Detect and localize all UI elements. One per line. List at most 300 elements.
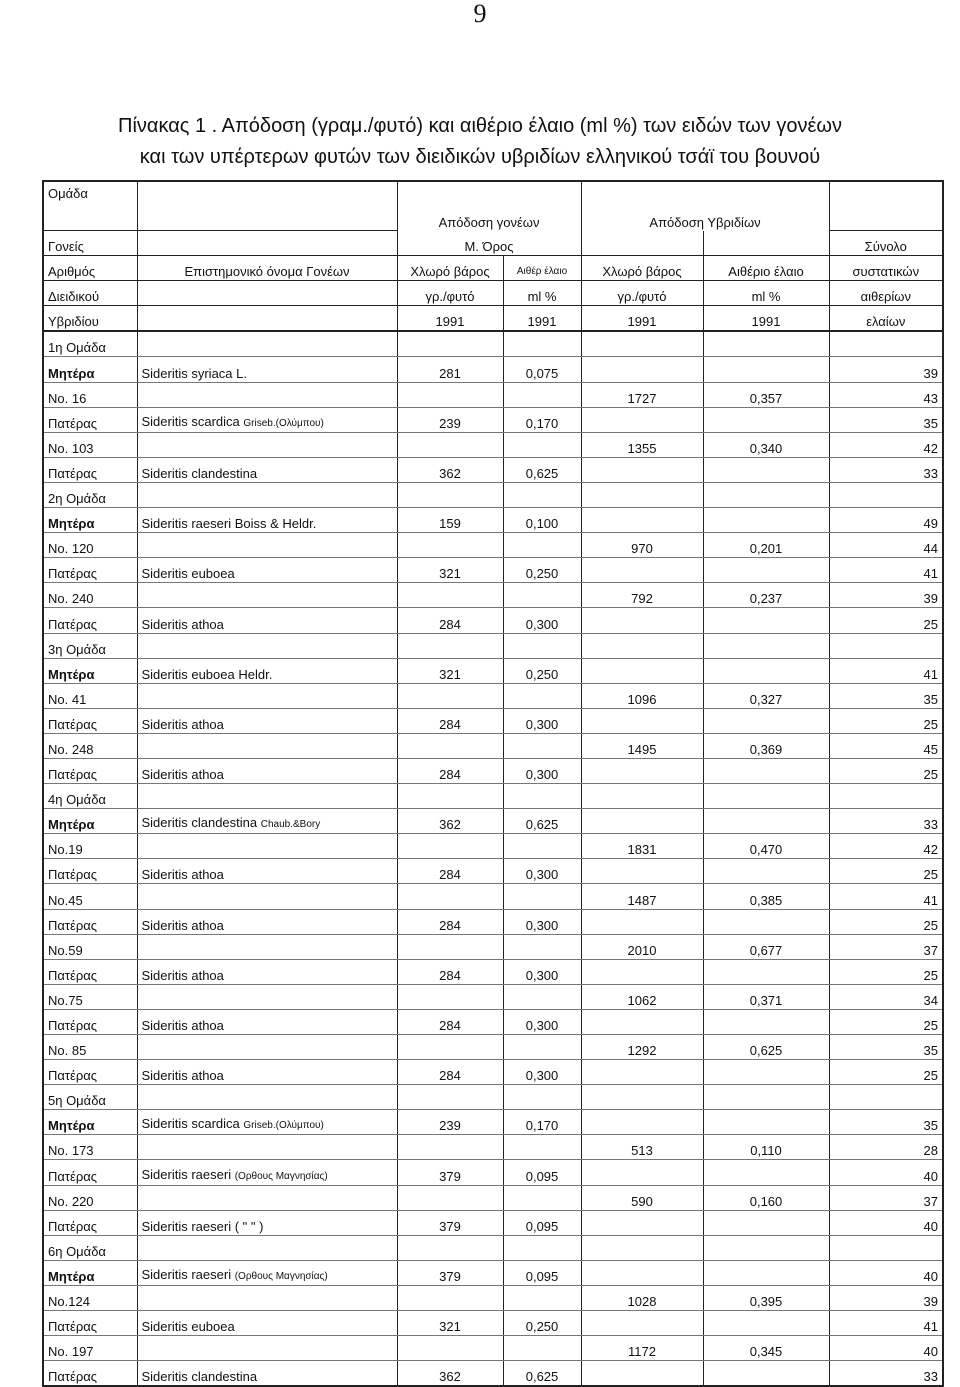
header-hybrid-oil-year: 1991	[703, 306, 829, 332]
cell-parent-oil	[503, 432, 581, 457]
cell-hybrid-oil	[703, 1085, 829, 1110]
cell-total-components: 25	[829, 608, 943, 633]
table-row	[43, 331, 943, 357]
table-row	[43, 1285, 943, 1310]
cell-hybrid-oil	[703, 331, 829, 357]
table-row	[43, 884, 943, 909]
cell-parent-oil	[503, 382, 581, 407]
cell-hybrid-fresh-weight	[581, 1260, 703, 1285]
cell-parent-oil	[503, 331, 581, 357]
cell-hybrid-oil	[703, 1210, 829, 1235]
cell-total-components	[829, 482, 943, 507]
cell-total-components: 34	[829, 984, 943, 1009]
cell-total-components: 25	[829, 909, 943, 934]
table-row	[43, 834, 943, 859]
cell-total-components: 42	[829, 834, 943, 859]
cell-hybrid-fresh-weight	[581, 1009, 703, 1034]
cell-scientific-name	[137, 608, 397, 633]
yield-table	[42, 180, 944, 1387]
cell-hybrid-oil	[703, 1110, 829, 1135]
cell-hybrid-oil	[703, 959, 829, 984]
cell-scientific-name	[137, 934, 397, 959]
cell-hybrid-fresh-weight	[581, 331, 703, 357]
cell-hybrid-fresh-weight	[581, 482, 703, 507]
cell-parent-fresh-weight: 281	[397, 357, 503, 382]
cell-group-or-id: Πατέρας	[43, 758, 137, 783]
cell-group-or-id: No. 41	[43, 683, 137, 708]
cell-group-or-id: Πατέρας	[43, 1060, 137, 1085]
cell-parent-fresh-weight: 362	[397, 809, 503, 834]
cell-total-components: 40	[829, 1210, 943, 1235]
cell-hybrid-oil	[703, 1009, 829, 1034]
cell-group-or-id: 3η Ομάδα	[43, 633, 137, 658]
cell-total-components: 37	[829, 934, 943, 959]
cell-total-components: 39	[829, 1285, 943, 1310]
species-name: Sideritis clandestina	[141, 815, 258, 831]
table-row	[43, 934, 943, 959]
cell-scientific-name	[137, 658, 397, 683]
cell-hybrid-fresh-weight: 1355	[581, 432, 703, 457]
cell-parent-fresh-weight: 284	[397, 608, 503, 633]
species-name: Sideritis athoa	[141, 716, 224, 732]
cell-parent-fresh-weight	[397, 1185, 503, 1210]
cell-total-components: 35	[829, 1110, 943, 1135]
header-mean: Μ. Όρος	[397, 231, 581, 256]
table-row	[43, 432, 943, 457]
cell-parent-fresh-weight	[397, 884, 503, 909]
cell-parent-oil: 0,170	[503, 407, 581, 432]
cell-total-components: 44	[829, 533, 943, 558]
cell-parent-fresh-weight: 284	[397, 959, 503, 984]
cell-parent-oil	[503, 784, 581, 809]
cell-parent-fresh-weight: 239	[397, 407, 503, 432]
cell-total-components: 33	[829, 1361, 943, 1387]
cell-parent-fresh-weight	[397, 533, 503, 558]
table-row	[43, 1160, 943, 1185]
cell-scientific-name	[137, 1110, 397, 1135]
cell-total-components: 41	[829, 1311, 943, 1336]
cell-hybrid-oil	[703, 909, 829, 934]
cell-parent-oil: 0,300	[503, 708, 581, 733]
table-row	[43, 1336, 943, 1361]
cell-scientific-name	[137, 1361, 397, 1387]
cell-parent-oil: 0,300	[503, 1009, 581, 1034]
cell-total-components: 33	[829, 457, 943, 482]
cell-scientific-name	[137, 1235, 397, 1260]
table-row	[43, 407, 943, 432]
cell-group-or-id: No.19	[43, 834, 137, 859]
cell-scientific-name	[137, 1160, 397, 1185]
cell-group-or-id: Πατέρας	[43, 1160, 137, 1185]
cell-scientific-name	[137, 457, 397, 482]
cell-parent-oil: 0,300	[503, 758, 581, 783]
cell-parent-fresh-weight	[397, 984, 503, 1009]
cell-scientific-name	[137, 1085, 397, 1110]
header-total-4: ελαίων	[829, 306, 943, 332]
cell-parent-fresh-weight	[397, 934, 503, 959]
cell-total-components	[829, 1235, 943, 1260]
cell-group-or-id: Μητέρα	[43, 1260, 137, 1285]
cell-parent-fresh-weight: 159	[397, 508, 503, 533]
cell-total-components: 25	[829, 708, 943, 733]
cell-parent-oil: 0,300	[503, 859, 581, 884]
cell-total-components: 39	[829, 357, 943, 382]
cell-scientific-name	[137, 1336, 397, 1361]
cell-hybrid-oil: 0,345	[703, 1336, 829, 1361]
cell-total-components: 35	[829, 407, 943, 432]
cell-parent-fresh-weight: 284	[397, 1060, 503, 1085]
cell-parent-fresh-weight: 321	[397, 558, 503, 583]
cell-group-or-id: No. 220	[43, 1185, 137, 1210]
table-row	[43, 758, 943, 783]
table-row	[43, 457, 943, 482]
cell-scientific-name	[137, 1260, 397, 1285]
cell-hybrid-oil	[703, 1361, 829, 1387]
table-row	[43, 482, 943, 507]
cell-total-components: 42	[829, 432, 943, 457]
species-name: Sideritis athoa	[141, 867, 224, 883]
cell-hybrid-fresh-weight: 1062	[581, 984, 703, 1009]
species-note: Chaub.&Bory	[260, 819, 321, 831]
cell-total-components: 45	[829, 733, 943, 758]
header-total-3: αιθερίων	[829, 281, 943, 306]
cell-hybrid-fresh-weight	[581, 1060, 703, 1085]
cell-hybrid-fresh-weight: 970	[581, 533, 703, 558]
cell-group-or-id: No. 120	[43, 533, 137, 558]
table-row	[43, 1235, 943, 1260]
cell-total-components	[829, 1085, 943, 1110]
species-note: Griseb.(Ολύμπου)	[243, 1120, 324, 1132]
table-row	[43, 658, 943, 683]
cell-parent-oil	[503, 1285, 581, 1310]
cell-scientific-name	[137, 432, 397, 457]
cell-hybrid-oil: 0,201	[703, 533, 829, 558]
cell-hybrid-oil	[703, 1160, 829, 1185]
cell-scientific-name	[137, 884, 397, 909]
table-row	[43, 859, 943, 884]
cell-hybrid-fresh-weight: 513	[581, 1135, 703, 1160]
cell-total-components: 35	[829, 683, 943, 708]
cell-hybrid-oil: 0,371	[703, 984, 829, 1009]
cell-hybrid-fresh-weight	[581, 1160, 703, 1185]
cell-scientific-name	[137, 1210, 397, 1235]
cell-scientific-name	[137, 508, 397, 533]
cell-group-or-id: 1η Ομάδα	[43, 331, 137, 357]
cell-hybrid-oil	[703, 558, 829, 583]
cell-scientific-name	[137, 1009, 397, 1034]
header-hybrid-fresh-year: 1991	[581, 306, 703, 332]
cell-total-components: 41	[829, 658, 943, 683]
header-hybrid-fresh-weight: Χλωρό βάρος	[581, 256, 703, 281]
cell-parent-oil	[503, 984, 581, 1009]
species-name: Sideritis euboea	[141, 566, 235, 582]
table-row	[43, 733, 943, 758]
cell-hybrid-oil	[703, 457, 829, 482]
cell-hybrid-fresh-weight	[581, 1361, 703, 1387]
cell-scientific-name	[137, 558, 397, 583]
cell-hybrid-oil: 0,110	[703, 1135, 829, 1160]
cell-hybrid-oil	[703, 482, 829, 507]
cell-scientific-name	[137, 482, 397, 507]
cell-scientific-name	[137, 683, 397, 708]
cell-group-or-id: No. 240	[43, 583, 137, 608]
cell-hybrid-oil	[703, 859, 829, 884]
cell-parent-oil	[503, 884, 581, 909]
table-row	[43, 1135, 943, 1160]
cell-hybrid-oil	[703, 658, 829, 683]
cell-parent-oil: 0,075	[503, 357, 581, 382]
cell-parent-oil: 0,095	[503, 1160, 581, 1185]
cell-group-or-id: No.45	[43, 884, 137, 909]
header-hybrid-oil: Αιθέριο έλαιο	[703, 256, 829, 281]
cell-parent-oil: 0,300	[503, 1060, 581, 1085]
cell-scientific-name	[137, 834, 397, 859]
header-hybrids-yield: Απόδοση Υβριδίων	[581, 181, 829, 231]
cell-hybrid-fresh-weight: 1172	[581, 1336, 703, 1361]
table-row	[43, 382, 943, 407]
species-name: Sideritis athoa	[141, 1018, 224, 1033]
cell-parent-fresh-weight	[397, 633, 503, 658]
cell-parent-fresh-weight	[397, 1336, 503, 1361]
cell-scientific-name	[137, 1135, 397, 1160]
cell-scientific-name	[137, 784, 397, 809]
cell-group-or-id: No. 248	[43, 733, 137, 758]
cell-parent-oil: 0,250	[503, 658, 581, 683]
cell-group-or-id: Πατέρας	[43, 909, 137, 934]
cell-total-components: 40	[829, 1260, 943, 1285]
cell-parent-fresh-weight: 284	[397, 708, 503, 733]
cell-total-components: 39	[829, 583, 943, 608]
cell-hybrid-fresh-weight	[581, 407, 703, 432]
table-row	[43, 1185, 943, 1210]
cell-parent-fresh-weight: 321	[397, 1311, 503, 1336]
table-row	[43, 1311, 943, 1336]
table-title-line-1: Πίνακας 1 . Απόδοση (γραμ./φυτό) και αιθέριο έλαιο (ml %) των ειδών των γονέων	[118, 115, 842, 137]
header-parents-yield: Απόδοση γονέων	[397, 181, 581, 231]
cell-parent-oil	[503, 733, 581, 758]
header-scientific-name: Επιστημονικό όνομα Γονέων	[137, 256, 397, 281]
cell-group-or-id: No.59	[43, 934, 137, 959]
table-row	[43, 508, 943, 533]
cell-hybrid-fresh-weight	[581, 1311, 703, 1336]
header-parent-fresh-weight: Χλωρό βάρος	[397, 256, 503, 281]
cell-scientific-name	[137, 583, 397, 608]
cell-group-or-id: No. 197	[43, 1336, 137, 1361]
cell-total-components: 41	[829, 884, 943, 909]
cell-group-or-id: No.124	[43, 1285, 137, 1310]
table-row	[43, 784, 943, 809]
table-row	[43, 708, 943, 733]
table-row	[43, 1361, 943, 1387]
table-title-line-2: και των υπέρτερων φυτών των διειδικών υβριδίων ελληνικού τσάϊ του βουνού	[139, 146, 821, 168]
cell-parent-fresh-weight	[397, 683, 503, 708]
cell-hybrid-fresh-weight	[581, 1235, 703, 1260]
header-total-2: συστατικών	[829, 256, 943, 281]
cell-hybrid-oil	[703, 633, 829, 658]
cell-scientific-name	[137, 1060, 397, 1085]
table-row	[43, 1210, 943, 1235]
cell-hybrid-fresh-weight	[581, 357, 703, 382]
cell-total-components: 35	[829, 1035, 943, 1060]
species-name: Sideritis athoa	[141, 616, 224, 632]
cell-scientific-name	[137, 407, 397, 432]
cell-total-components: 40	[829, 1336, 943, 1361]
cell-hybrid-fresh-weight	[581, 608, 703, 633]
cell-parent-fresh-weight: 239	[397, 1110, 503, 1135]
header-parents: Γονείς	[43, 231, 137, 256]
cell-parent-fresh-weight	[397, 432, 503, 457]
cell-hybrid-fresh-weight	[581, 558, 703, 583]
header-hybrid-fresh-unit: γρ./φυτό	[581, 281, 703, 306]
cell-group-or-id: No. 85	[43, 1035, 137, 1060]
cell-scientific-name	[137, 1035, 397, 1060]
table-row	[43, 984, 943, 1009]
cell-hybrid-oil: 0,677	[703, 934, 829, 959]
table-row	[43, 683, 943, 708]
cell-hybrid-fresh-weight	[581, 859, 703, 884]
cell-hybrid-fresh-weight: 1292	[581, 1035, 703, 1060]
cell-hybrid-oil	[703, 608, 829, 633]
cell-parent-fresh-weight: 379	[397, 1160, 503, 1185]
cell-parent-oil	[503, 533, 581, 558]
cell-parent-oil	[503, 1035, 581, 1060]
cell-hybrid-fresh-weight	[581, 633, 703, 658]
cell-group-or-id: Πατέρας	[43, 558, 137, 583]
cell-group-or-id: Μητέρα	[43, 508, 137, 533]
cell-hybrid-fresh-weight: 1495	[581, 733, 703, 758]
cell-scientific-name	[137, 382, 397, 407]
cell-hybrid-oil: 0,160	[703, 1185, 829, 1210]
cell-parent-oil: 0,300	[503, 959, 581, 984]
species-name: Sideritis raeseri Boiss & Heldr.	[141, 516, 317, 532]
cell-group-or-id: Πατέρας	[43, 708, 137, 733]
cell-parent-fresh-weight: 284	[397, 758, 503, 783]
species-name: Sideritis athoa	[141, 967, 224, 983]
cell-parent-fresh-weight	[397, 1085, 503, 1110]
cell-group-or-id: Μητέρα	[43, 357, 137, 382]
cell-hybrid-oil: 0,357	[703, 382, 829, 407]
cell-scientific-name	[137, 1285, 397, 1310]
table-row	[43, 809, 943, 834]
cell-hybrid-fresh-weight	[581, 909, 703, 934]
cell-parent-fresh-weight	[397, 482, 503, 507]
table-row	[43, 1110, 943, 1135]
cell-hybrid-fresh-weight	[581, 959, 703, 984]
cell-hybrid-fresh-weight: 2010	[581, 934, 703, 959]
cell-hybrid-fresh-weight: 1487	[581, 884, 703, 909]
cell-parent-fresh-weight: 362	[397, 457, 503, 482]
cell-hybrid-oil	[703, 1060, 829, 1085]
table-row	[43, 909, 943, 934]
cell-hybrid-oil	[703, 1235, 829, 1260]
cell-parent-fresh-weight	[397, 382, 503, 407]
cell-hybrid-oil	[703, 784, 829, 809]
cell-parent-oil	[503, 1336, 581, 1361]
species-name: Sideritis euboea	[141, 1319, 235, 1335]
cell-scientific-name	[137, 633, 397, 658]
cell-group-or-id: Πατέρας	[43, 1311, 137, 1336]
cell-total-components: 25	[829, 758, 943, 783]
table-row	[43, 1060, 943, 1085]
cell-parent-oil	[503, 1085, 581, 1110]
cell-group-or-id: Πατέρας	[43, 1210, 137, 1235]
cell-parent-fresh-weight	[397, 1135, 503, 1160]
cell-scientific-name	[137, 331, 397, 357]
cell-hybrid-fresh-weight	[581, 708, 703, 733]
cell-hybrid-oil: 0,237	[703, 583, 829, 608]
cell-hybrid-fresh-weight	[581, 758, 703, 783]
cell-parent-oil	[503, 583, 581, 608]
species-note: Griseb.(Ολύμπου)	[243, 417, 324, 429]
table-row	[43, 1009, 943, 1034]
cell-group-or-id: Πατέρας	[43, 1009, 137, 1034]
cell-scientific-name	[137, 1185, 397, 1210]
header-number: Αριθμός	[43, 256, 137, 281]
cell-hybrid-fresh-weight: 1831	[581, 834, 703, 859]
species-name: Sideritis clandestina	[141, 465, 258, 481]
header-parent-fresh-year: 1991	[397, 306, 503, 332]
cell-parent-oil	[503, 934, 581, 959]
cell-group-or-id: Μητέρα	[43, 658, 137, 683]
cell-group-or-id: Πατέρας	[43, 1361, 137, 1387]
cell-hybrid-fresh-weight	[581, 1210, 703, 1235]
cell-scientific-name	[137, 809, 397, 834]
cell-hybrid-fresh-weight: 1028	[581, 1285, 703, 1310]
header-parent-oil-year: 1991	[503, 306, 581, 332]
cell-parent-oil: 0,100	[503, 508, 581, 533]
cell-total-components: 25	[829, 859, 943, 884]
cell-parent-fresh-weight	[397, 733, 503, 758]
cell-group-or-id: Μητέρα	[43, 809, 137, 834]
cell-parent-oil: 0,095	[503, 1260, 581, 1285]
species-name: Sideritis raeseri ( " " )	[141, 1218, 264, 1234]
cell-parent-fresh-weight	[397, 834, 503, 859]
cell-hybrid-oil: 0,340	[703, 432, 829, 457]
cell-scientific-name	[137, 1311, 397, 1336]
cell-parent-oil: 0,300	[503, 608, 581, 633]
cell-hybrid-fresh-weight	[581, 658, 703, 683]
cell-hybrid-fresh-weight: 1727	[581, 382, 703, 407]
cell-group-or-id: No. 103	[43, 432, 137, 457]
header-hybrid-oil-unit: ml %	[703, 281, 829, 306]
cell-parent-oil	[503, 482, 581, 507]
header-parent-oil-unit: ml %	[503, 281, 581, 306]
cell-hybrid-oil	[703, 1311, 829, 1336]
table-row	[43, 558, 943, 583]
cell-hybrid-fresh-weight	[581, 1110, 703, 1135]
cell-group-or-id: Πατέρας	[43, 959, 137, 984]
cell-parent-oil: 0,170	[503, 1110, 581, 1135]
cell-parent-fresh-weight: 379	[397, 1260, 503, 1285]
species-name: Sideritis syriaca L.	[141, 365, 247, 381]
cell-hybrid-oil	[703, 1260, 829, 1285]
species-name: Sideritis clandestina	[141, 1369, 258, 1385]
cell-total-components: 40	[829, 1160, 943, 1185]
cell-scientific-name	[137, 859, 397, 884]
cell-parent-oil: 0,625	[503, 809, 581, 834]
cell-total-components: 25	[829, 1009, 943, 1034]
header-interspecific: Διειδικού	[43, 281, 137, 306]
cell-scientific-name	[137, 959, 397, 984]
header-parent-oil: Αιθέρ έλαιο	[503, 256, 581, 281]
header-total-1: Σύνολο	[829, 231, 943, 256]
cell-parent-fresh-weight	[397, 784, 503, 809]
species-name: Sideritis scardica	[141, 1116, 240, 1132]
table-row	[43, 608, 943, 633]
cell-scientific-name	[137, 758, 397, 783]
cell-parent-fresh-weight: 379	[397, 1210, 503, 1235]
cell-parent-oil: 0,625	[503, 457, 581, 482]
